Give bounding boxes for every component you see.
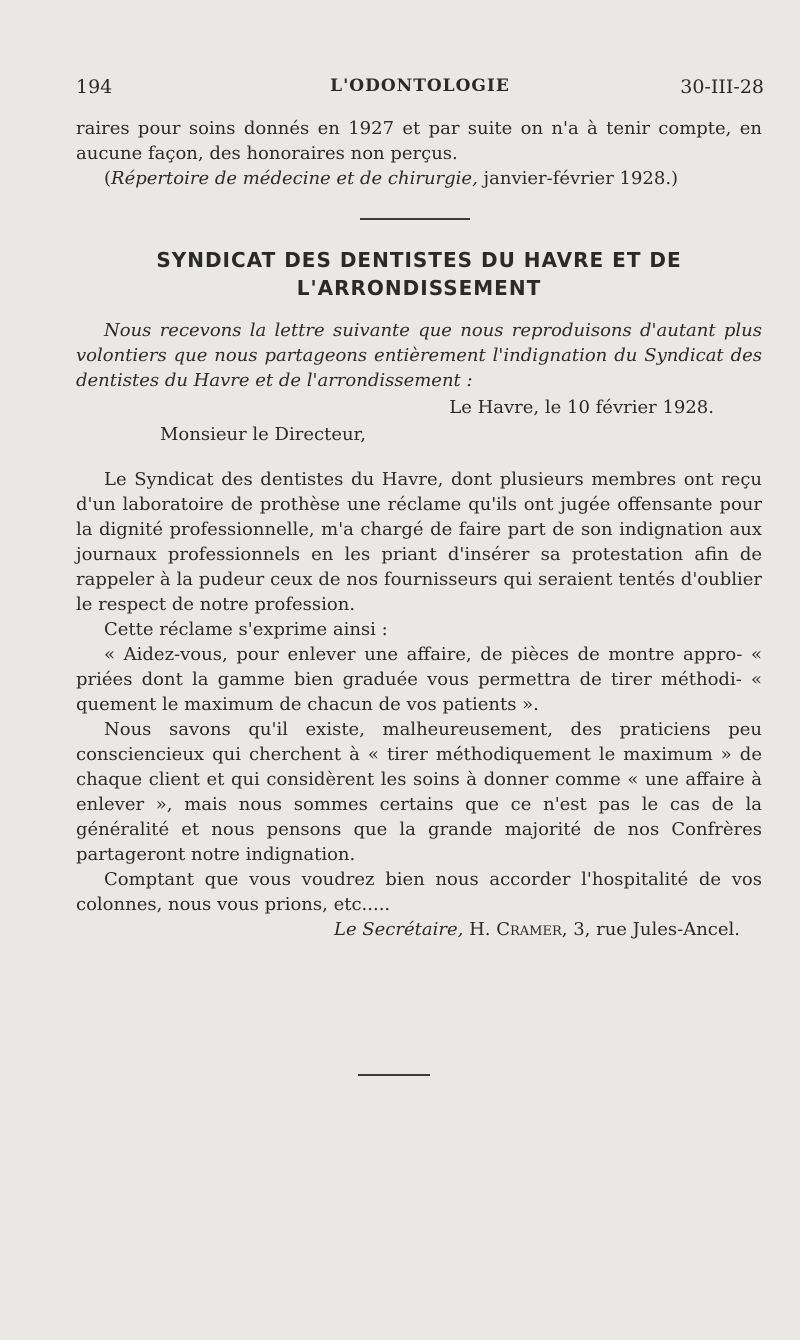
end-divider xyxy=(358,1074,430,1076)
letter-paragraph-2: Cette réclame s'exprime ainsi : xyxy=(104,619,388,640)
signature-address: 3, rue Jules-Ancel. xyxy=(567,919,740,940)
citation-open: ( xyxy=(104,168,112,189)
article-body xyxy=(76,318,762,942)
page-number: 194 xyxy=(76,76,113,98)
issue-date: 30-III-28 xyxy=(680,76,764,98)
signature-role: Le Secrétaire, xyxy=(333,919,464,940)
running-header xyxy=(76,76,764,102)
letter-salutation: Monsieur le Directeur, xyxy=(160,424,366,445)
signature xyxy=(76,917,762,942)
article-title-line-1: SYNDICAT DES DENTISTES DU HAVRE ET DE xyxy=(156,248,682,272)
journal-title: L'ODONTOLOGIE xyxy=(330,76,510,96)
previous-article-end xyxy=(76,116,762,191)
article-title-line-2: L'ARRONDISSEMENT xyxy=(296,276,542,300)
article-title xyxy=(76,246,762,302)
letter-paragraph-1: Le Syndicat des dentistes du Havre, dont plusieurs membres ont reçu d'un laboratoire de prothèse une réclame qu'ils ont jugée offensante pour la dignité professionnelle, m'a chargé de faire part de son indignation aux journaux professionnels en les priant d'insérer sa protestation afin de rappeler à la pudeur ceux de nos fournisseurs qui seraient tentés d'oublier le respect de notre profession. xyxy=(76,469,762,615)
letter-paragraph-4: Comptant que vous voudrez bien nous accorder l'hospitalité de vos colonnes, nous vous prions, etc..... xyxy=(76,869,762,915)
previous-article-text: raires pour soins donnés en 1927 et par suite on n'a à tenir compte, en aucune façon, des honoraires non perçus. xyxy=(76,118,762,164)
letter-place-date: Le Havre, le 10 février 1928. xyxy=(449,397,714,418)
citation-title: Répertoire de médecine et de chirurgie, xyxy=(111,168,478,189)
signature-name: H. Cramer, xyxy=(463,919,568,940)
editorial-intro: Nous recevons la lettre suivante que nous reproduisons d'autant plus volontiers que nous partageons entièrement l'indignation du Syndicat des dentistes du Havre et de l'arrondissement : xyxy=(76,320,762,391)
source-citation xyxy=(76,166,762,191)
citation-date: janvier-février 1928.) xyxy=(477,168,679,189)
letter-quote: « Aidez-vous, pour enlever une affaire, de pièces de montre appro- « priées dont la gamme bien graduée vous permettra de tirer méthodi- « quement le maximum de chacun de vos patients ». xyxy=(76,644,762,715)
section-divider xyxy=(360,218,470,220)
letter-paragraph-3: Nous savons qu'il existe, malheureusement, des praticiens peu consciencieux qui cherchent à « tirer méthodiquement le maximum » de chaque client et qui considèrent les soins à donner comme « une affaire à enlever », mais nous sommes certains que ce n'est pas le cas de la généralité et nous pensons que la grande majorité de nos Confrères partageront notre indignation. xyxy=(76,719,762,865)
